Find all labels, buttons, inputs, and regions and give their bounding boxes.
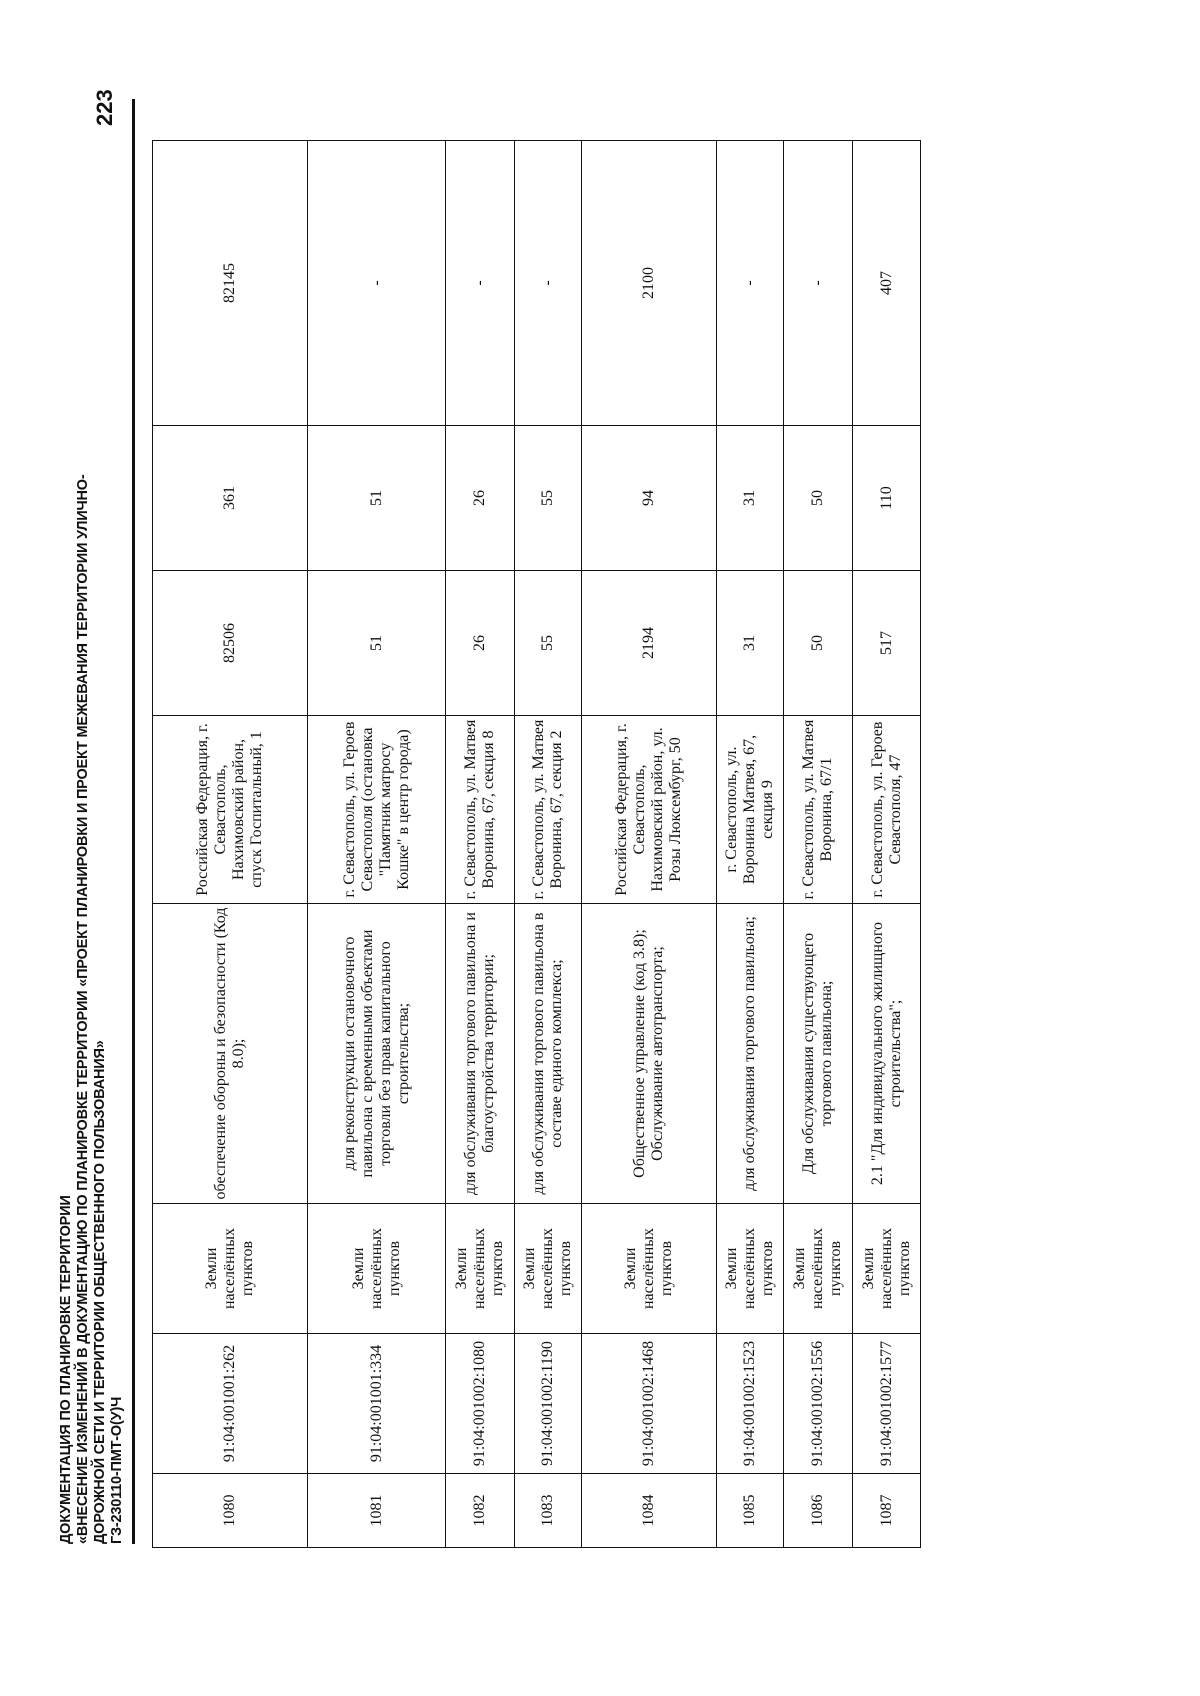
land-plots-table (152, 140, 921, 1548)
area-part: 26 (446, 426, 515, 571)
table-row (784, 141, 853, 1548)
area-remaining: 2100 (582, 141, 717, 426)
table-row (153, 141, 308, 1548)
address: г. Севастополь, ул. Матвея Воронина, 67, секция 8 (446, 716, 515, 904)
area-remaining: - (784, 141, 853, 426)
area-remaining: - (308, 141, 446, 426)
area-part: 110 (853, 426, 921, 571)
area-total: 31 (717, 571, 784, 716)
area-remaining: 407 (853, 141, 921, 426)
header-line-4: ГЗ-230110-ПМТ-О(У)Ч (109, 1396, 125, 1544)
cadastral-number: 91:04:001002:1468 (582, 1334, 717, 1474)
permitted-use: для обслуживания торгового павильона в составе единого комплекса; (515, 904, 582, 1204)
area-total: 51 (308, 571, 446, 716)
header-divider (132, 99, 135, 1544)
address: г. Севастополь, ул. Матвея Воронина, 67/1 (784, 716, 853, 904)
area-part: 55 (515, 426, 582, 571)
table-row (853, 141, 921, 1548)
permitted-use: Общественное управление (код 3.8); Обслуживание автотранспорта; (582, 904, 717, 1204)
header-line-3: ДОРОЖНОЙ СЕТИ И ТЕРРИТОРИИ ОБЩЕСТВЕННОГО ПОЛЬЗОВАНИЯ» (92, 1040, 108, 1544)
document-header (58, 144, 126, 1544)
cadastral-number: 91:04:001001:334 (308, 1334, 446, 1474)
address: г. Севастополь, ул. Воронина Матвея, 67, секция 9 (717, 716, 784, 904)
land-category: Земли населённых пунктов (784, 1204, 853, 1334)
land-category: Земли населённых пунктов (153, 1204, 308, 1334)
row-number: 1080 (153, 1474, 308, 1548)
row-number: 1085 (717, 1474, 784, 1548)
address: Российская Федерация, г. Севастополь, Нахимовский район, спуск Госпитальный, 1 (153, 716, 308, 904)
row-number: 1081 (308, 1474, 446, 1548)
permitted-use: для обслуживания торгового павильона и благоустройства территории; (446, 904, 515, 1204)
area-total: 50 (784, 571, 853, 716)
land-category: Земли населённых пунктов (853, 1204, 921, 1334)
table-row (446, 141, 515, 1548)
cadastral-number: 91:04:001002:1577 (853, 1334, 921, 1474)
area-part: 50 (784, 426, 853, 571)
row-number: 1086 (784, 1474, 853, 1548)
cadastral-number: 91:04:001002:1190 (515, 1334, 582, 1474)
cadastral-number: 91:04:001002:1523 (717, 1334, 784, 1474)
page-number: 223 (92, 89, 117, 126)
area-part: 31 (717, 426, 784, 571)
area-part: 361 (153, 426, 308, 571)
area-part: 94 (582, 426, 717, 571)
row-number: 1084 (582, 1474, 717, 1548)
land-category: Земли населённых пунктов (446, 1204, 515, 1334)
cadastral-number: 91:04:001001:262 (153, 1334, 308, 1474)
area-remaining: 82145 (153, 141, 308, 426)
header-line-2: «ВНЕСЕНИЕ ИЗМЕНЕНИЙ В ДОКУМЕНТАЦИЮ ПО ПЛАНИРОВКЕ ТЕРРИТОРИИ «ПРОЕКТ ПЛАНИРОВКИ И ПРОЕКТ МЕЖЕВАНИЯ ТЕРРИТОРИИ УЛИЧНО- (75, 474, 91, 1544)
area-total: 26 (446, 571, 515, 716)
address: г. Севастополь, ул. Матвея Воронина, 67, секция 2 (515, 716, 582, 904)
header-line-1: ДОКУМЕНТАЦИЯ ПО ПЛАНИРОВКЕ ТЕРРИТОРИИ (58, 1195, 74, 1544)
permitted-use: для обслуживания торгового павильона; (717, 904, 784, 1204)
area-remaining: - (515, 141, 582, 426)
address: г. Севастополь, ул. Героев Севастополя, 47 (853, 716, 921, 904)
row-number: 1083 (515, 1474, 582, 1548)
area-total: 82506 (153, 571, 308, 716)
land-category: Земли населённых пунктов (515, 1204, 582, 1334)
area-total: 55 (515, 571, 582, 716)
land-category: Земли населённых пунктов (582, 1204, 717, 1334)
permitted-use: 2.1 "Для индивидуального жилищного строительства"; (853, 904, 921, 1204)
area-part: 51 (308, 426, 446, 571)
land-category: Земли населённых пунктов (717, 1204, 784, 1334)
permitted-use: обеспечение обороны и безопасности (Код 8.0); (153, 904, 308, 1204)
permitted-use: для реконструкции остановочного павильона с временными объектами торговли без права капитального строительства; (308, 904, 446, 1204)
row-number: 1087 (853, 1474, 921, 1548)
table-row (308, 141, 446, 1548)
area-total: 517 (853, 571, 921, 716)
table-row (582, 141, 717, 1548)
area-remaining: - (446, 141, 515, 426)
area-remaining: - (717, 141, 784, 426)
cadastral-number: 91:04:001002:1556 (784, 1334, 853, 1474)
table-row (515, 141, 582, 1548)
table-row (717, 141, 784, 1548)
address: Российская Федерация, г. Севастополь, Нахимовский район, ул. Розы Люксембург, 50 (582, 716, 717, 904)
land-category: Земли населённых пунктов (308, 1204, 446, 1334)
cadastral-number: 91:04:001002:1080 (446, 1334, 515, 1474)
row-number: 1082 (446, 1474, 515, 1548)
permitted-use: Для обслуживания существующего торгового павильона; (784, 904, 853, 1204)
address: г. Севастополь, ул. Героев Севастополя (остановка "Памятник матросу Кошке" в центр города) (308, 716, 446, 904)
area-total: 2194 (582, 571, 717, 716)
